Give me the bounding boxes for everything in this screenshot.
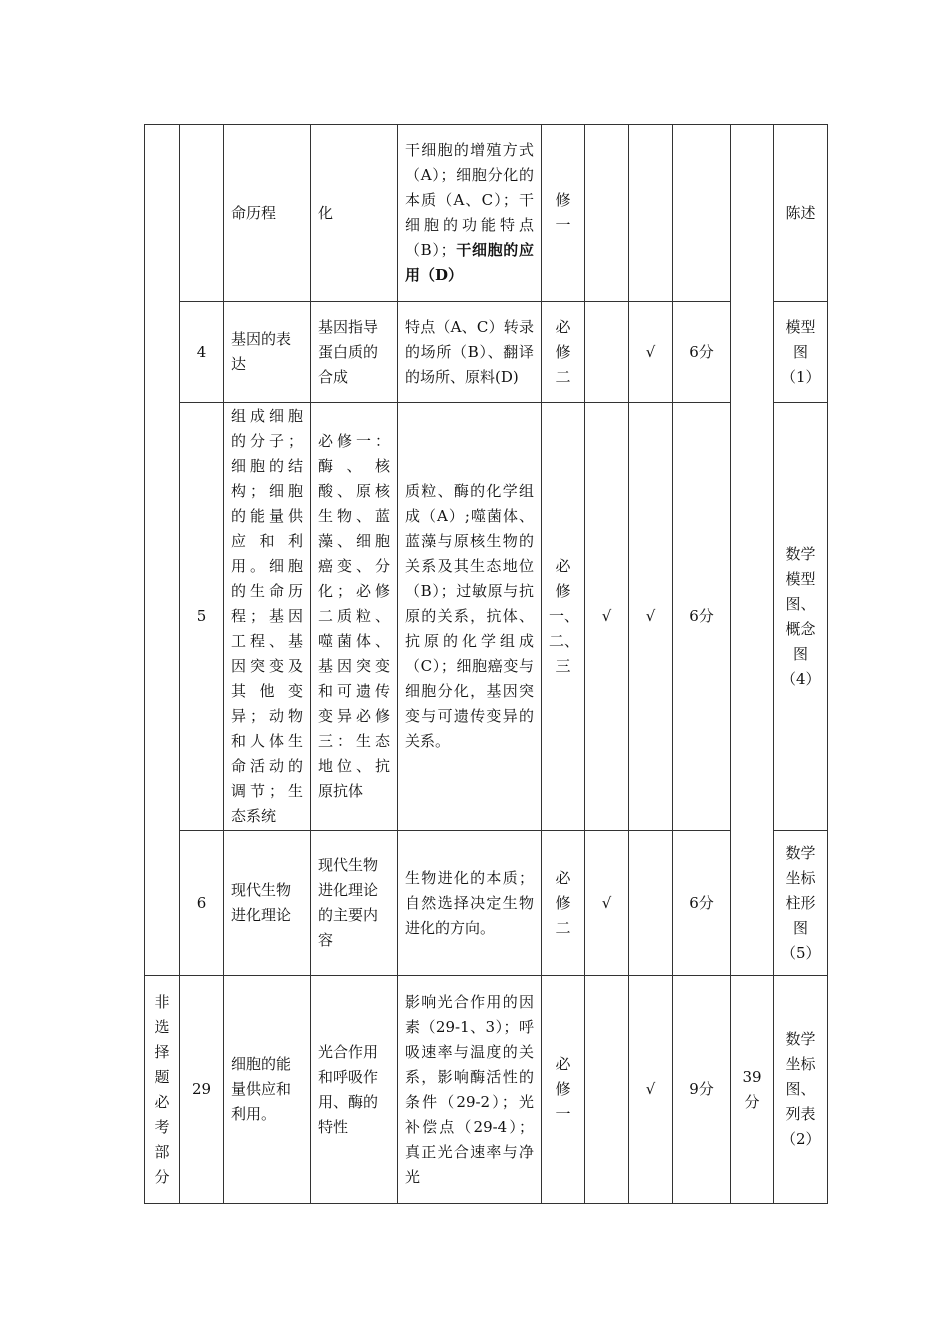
total-score-cell: 39分 — [731, 976, 774, 1204]
detail-cell: 生物进化的本质；自然选择决定生物进化的方向。 — [398, 831, 542, 976]
content-cell: 必修一：酶、核酸、原核生物、蓝藻、细胞癌变、分化；必修二质粒、噬菌体、基因突变和可遗传变异必修三：生态地位、抗原抗体 — [311, 403, 398, 831]
detail-cell: 特点（A、C）转录的场所（B）、翻译的场所、原料(D) — [398, 302, 542, 403]
detail-text: 干细胞的增殖方式（A）；细胞分化的本质（A、C）；干细胞的功能特点（B）； — [405, 141, 534, 259]
topic-cell: 现代生物进化理论 — [224, 831, 311, 976]
module-cell: 必修一、二、三 — [542, 403, 585, 831]
question-number-cell: 29 — [180, 976, 224, 1204]
module-cell: 必修二 — [542, 831, 585, 976]
total-cell-empty — [731, 125, 774, 976]
form-cell: 模型图（1） — [774, 302, 828, 403]
check-b-cell — [629, 831, 673, 976]
content-cell: 基因指导蛋白质的合成 — [311, 302, 398, 403]
question-number-cell — [180, 125, 224, 302]
form-cell: 数学坐标柱形图（5） — [774, 831, 828, 976]
table-row — [145, 403, 828, 831]
section-cell-empty — [145, 125, 180, 976]
module-cell: 修一 — [542, 125, 585, 302]
detail-cell: 质粒、酶的化学组成（A）;噬菌体、蓝藻与原核生物的关系及其生态地位（B）；过敏原与抗原的关系，抗体、抗原的化学组成（C）；细胞癌变与细胞分化，基因突变与可遗传变异的关系。 — [398, 403, 542, 831]
module-cell: 必修二 — [542, 302, 585, 403]
form-cell: 陈述 — [774, 125, 828, 302]
score-cell — [673, 125, 731, 302]
score-cell: 6分 — [673, 403, 731, 831]
check-a-cell — [585, 302, 629, 403]
check-a-cell: √ — [585, 831, 629, 976]
check-b-cell: √ — [629, 403, 673, 831]
table-row — [145, 831, 828, 976]
exam-analysis-table — [144, 124, 828, 1204]
topic-cell: 基因的表达 — [224, 302, 311, 403]
score-cell: 6分 — [673, 302, 731, 403]
table-row — [145, 125, 828, 302]
question-number-cell: 4 — [180, 302, 224, 403]
content-cell: 化 — [311, 125, 398, 302]
check-b-cell: √ — [629, 976, 673, 1204]
table-row — [145, 302, 828, 403]
detail-cell — [398, 125, 542, 302]
topic-cell: 命历程 — [224, 125, 311, 302]
check-a-cell — [585, 976, 629, 1204]
section-label-cell: 非选择题必考部分 — [145, 976, 180, 1204]
topic-cell: 细胞的能量供应和利用。 — [224, 976, 311, 1204]
detail-cell: 影响光合作用的因素（29-1、3）；呼吸速率与温度的关系，影响酶活性的条件（29-2）；光补偿点（29-4）；真正光合速率与净光 — [398, 976, 542, 1204]
table-row — [145, 976, 828, 1204]
check-b-cell — [629, 125, 673, 302]
score-cell: 6分 — [673, 831, 731, 976]
check-a-cell — [585, 125, 629, 302]
check-a-cell: √ — [585, 403, 629, 831]
content-cell: 现代生物进化理论的主要内容 — [311, 831, 398, 976]
detail-bold-text: 干细胞的应用（D） — [405, 241, 534, 284]
form-cell: 数学坐标图、列表（2） — [774, 976, 828, 1204]
check-b-cell: √ — [629, 302, 673, 403]
question-number-cell: 6 — [180, 831, 224, 976]
form-cell: 数学模型图、概念图（4） — [774, 403, 828, 831]
content-cell: 光合作用和呼吸作用、酶的特性 — [311, 976, 398, 1204]
score-cell: 9分 — [673, 976, 731, 1204]
topic-cell: 组成细胞的分子；细胞的结构；细胞的能量供应和利用。细胞的生命历程；基因工程、基因突变及其他变异；动物和人体生命活动的调节；生态系统 — [224, 403, 311, 831]
module-cell: 必修一 — [542, 976, 585, 1204]
question-number-cell: 5 — [180, 403, 224, 831]
